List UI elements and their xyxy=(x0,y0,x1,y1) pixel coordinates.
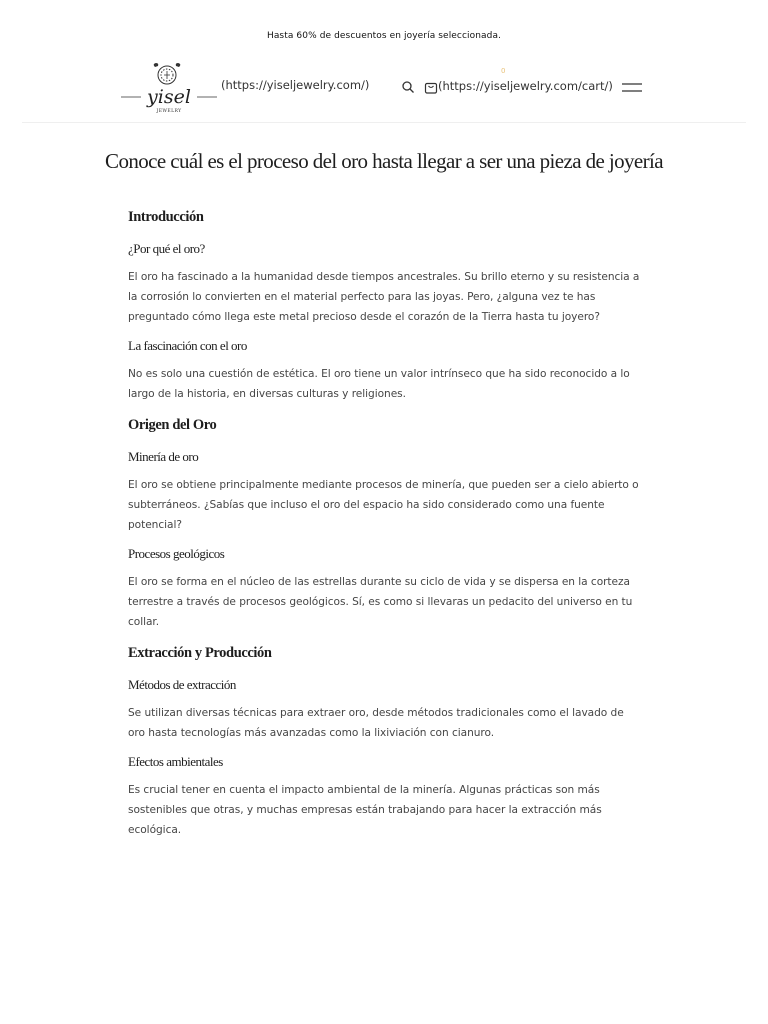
paragraph: El oro se forma en el núcleo de las estrellas durante su ciclo de vida y se dispersa en la corteza terrestre a través de procesos geológicos. Sí, es como si llevaras un pedacito del universo en tu collar. xyxy=(128,576,633,628)
cart-count-badge: 0 xyxy=(501,67,506,75)
promo-bar: Hasta 60% de descuentos en joyería seleccionada. xyxy=(266,31,502,41)
paragraph: No es solo una cuestión de estética. El oro tiene un valor intrínseco que ha sido reconocido a lo largo de la historia, en diversas culturas y religiones. xyxy=(128,368,630,401)
paragraph: Se utilizan diversas técnicas para extraer oro, desde métodos tradicionales como el lavado de oro hasta tecnologías más avanzadas como la lixiviación con cianuro. xyxy=(128,706,624,739)
logo-wordmark xyxy=(121,86,217,113)
search-icon[interactable] xyxy=(401,79,415,93)
crown-ornament xyxy=(154,63,181,84)
site-logo[interactable] xyxy=(119,61,219,113)
cart-link[interactable]: (https://yiseljewelry.com/cart/) xyxy=(438,79,613,93)
subsection-heading: Procesos geológicos xyxy=(128,546,225,562)
section-heading: Introducción xyxy=(128,209,204,225)
home-link[interactable]: (https://yiseljewelry.com/) xyxy=(221,78,370,92)
logo-brand: yisel xyxy=(147,86,191,108)
hamburger-menu-icon[interactable] xyxy=(621,80,643,94)
page-title: Conoce cuál es el proceso del oro hasta llegar a ser una pieza de joyería xyxy=(105,149,663,173)
subsection-heading: Efectos ambientales xyxy=(128,754,223,770)
logo-sub: JEWELRY xyxy=(156,109,182,113)
subsection-heading: La fascinación con el oro xyxy=(128,338,247,354)
paragraph: Es crucial tener en cuenta el impacto ambiental de la minería. Algunas prácticas son más sostenibles que otras, y muchas empresas están trabajando para hacer la extracción más ecológica. xyxy=(128,784,602,836)
article-body xyxy=(128,207,640,851)
bag-icon[interactable] xyxy=(424,79,438,93)
section-heading: Extracción y Producción xyxy=(128,644,272,661)
header-divider xyxy=(22,122,746,123)
subsection-heading: ¿Por qué el oro? xyxy=(128,241,205,256)
paragraph: El oro ha fascinado a la humanidad desde tiempos ancestrales. Su brillo eterno y su resistencia a la corrosión lo convierten en el material perfecto para las joyas. Pero, ¿alguna vez te has preguntado cómo llega este metal precioso desde el corazón de la Tierra hasta tu joyero? xyxy=(128,271,640,323)
paragraph: El oro se obtiene principalmente mediante procesos de minería, que pueden ser a cielo abierto o subterráneos. ¿Sabías que incluso el oro del espacio ha sido considerado como una fuente potencial? xyxy=(128,478,639,531)
subsection-heading: Métodos de extracción xyxy=(128,676,236,692)
section-heading: Origen del Oro xyxy=(128,416,217,433)
subsection-heading: Minería de oro xyxy=(128,448,199,464)
